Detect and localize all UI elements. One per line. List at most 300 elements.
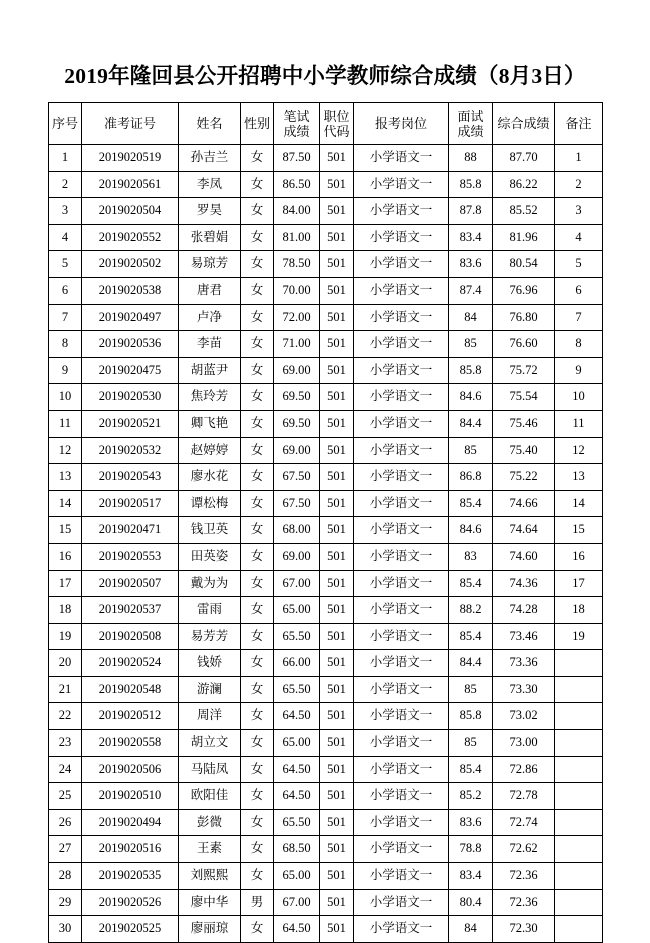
table-row — [49, 543, 603, 570]
table-row — [49, 171, 603, 198]
cell-interview-score: 85.4 — [449, 623, 493, 650]
cell-ticket-no: 2019020507 — [82, 570, 179, 597]
column-header-ticket-no: 准考证号 — [82, 103, 179, 145]
cell-total-score: 72.62 — [493, 836, 555, 863]
cell-name: 易芳芳 — [179, 623, 241, 650]
cell-name: 田英姿 — [179, 543, 241, 570]
cell-position-code: 501 — [320, 384, 354, 411]
cell-name: 易琼芳 — [179, 251, 241, 278]
table-row — [49, 331, 603, 358]
cell-remark: 19 — [555, 623, 603, 650]
cell-interview-score: 85 — [449, 730, 493, 757]
cell-interview-score: 85.2 — [449, 783, 493, 810]
cell-gender: 女 — [241, 331, 274, 358]
table-row — [49, 384, 603, 411]
cell-ticket-no: 2019020548 — [82, 676, 179, 703]
table-row — [49, 889, 603, 916]
cell-post: 小学语文一 — [354, 570, 449, 597]
cell-post: 小学语文一 — [354, 756, 449, 783]
cell-written-score: 67.50 — [274, 464, 320, 491]
cell-index: 10 — [49, 384, 82, 411]
cell-index: 11 — [49, 410, 82, 437]
cell-ticket-no: 2019020516 — [82, 836, 179, 863]
cell-remark — [555, 703, 603, 730]
cell-total-score: 72.36 — [493, 863, 555, 890]
cell-name: 钱娇 — [179, 650, 241, 677]
table-row — [49, 490, 603, 517]
cell-total-score: 74.28 — [493, 597, 555, 624]
cell-post: 小学语文一 — [354, 597, 449, 624]
column-header-remark: 备注 — [555, 103, 603, 145]
cell-total-score: 74.36 — [493, 570, 555, 597]
cell-total-score: 87.70 — [493, 145, 555, 172]
cell-total-score: 75.22 — [493, 464, 555, 491]
cell-total-score: 72.74 — [493, 809, 555, 836]
cell-name: 钱卫英 — [179, 517, 241, 544]
cell-index: 23 — [49, 730, 82, 757]
cell-total-score: 76.80 — [493, 304, 555, 331]
cell-remark — [555, 650, 603, 677]
cell-remark — [555, 916, 603, 943]
cell-interview-score: 85.4 — [449, 756, 493, 783]
cell-written-score: 65.50 — [274, 676, 320, 703]
table-row — [49, 570, 603, 597]
cell-name: 刘熙熙 — [179, 863, 241, 890]
cell-remark — [555, 730, 603, 757]
table-row — [49, 145, 603, 172]
cell-gender: 女 — [241, 171, 274, 198]
cell-remark: 6 — [555, 277, 603, 304]
cell-ticket-no: 2019020517 — [82, 490, 179, 517]
cell-position-code: 501 — [320, 331, 354, 358]
cell-name: 欧阳佳 — [179, 783, 241, 810]
cell-index: 17 — [49, 570, 82, 597]
cell-written-score: 67.00 — [274, 570, 320, 597]
cell-name: 张碧娟 — [179, 224, 241, 251]
cell-name: 游澜 — [179, 676, 241, 703]
column-header-post: 报考岗位 — [354, 103, 449, 145]
cell-written-score: 87.50 — [274, 145, 320, 172]
cell-post: 小学语文一 — [354, 277, 449, 304]
cell-written-score: 69.50 — [274, 384, 320, 411]
cell-index: 2 — [49, 171, 82, 198]
cell-name: 李凤 — [179, 171, 241, 198]
cell-interview-score: 83.6 — [449, 809, 493, 836]
table-row — [49, 836, 603, 863]
cell-interview-score: 85.4 — [449, 490, 493, 517]
table-row — [49, 251, 603, 278]
cell-gender: 女 — [241, 224, 274, 251]
cell-written-score: 86.50 — [274, 171, 320, 198]
cell-ticket-no: 2019020538 — [82, 277, 179, 304]
cell-gender: 女 — [241, 304, 274, 331]
cell-interview-score: 85.8 — [449, 357, 493, 384]
cell-total-score: 85.52 — [493, 198, 555, 225]
cell-name: 罗昊 — [179, 198, 241, 225]
cell-gender: 女 — [241, 836, 274, 863]
cell-ticket-no: 2019020512 — [82, 703, 179, 730]
cell-index: 27 — [49, 836, 82, 863]
column-header-position-code-line1: 职位 — [323, 108, 350, 124]
cell-name: 赵婷婷 — [179, 437, 241, 464]
column-header-written-score-line1: 笔试 — [283, 108, 310, 124]
cell-ticket-no: 2019020532 — [82, 437, 179, 464]
cell-name: 戴为为 — [179, 570, 241, 597]
table-row — [49, 756, 603, 783]
cell-index: 13 — [49, 464, 82, 491]
cell-name: 彭微 — [179, 809, 241, 836]
cell-ticket-no: 2019020536 — [82, 331, 179, 358]
cell-gender: 女 — [241, 517, 274, 544]
table-row — [49, 437, 603, 464]
cell-total-score: 72.78 — [493, 783, 555, 810]
table-row — [49, 410, 603, 437]
cell-ticket-no: 2019020494 — [82, 809, 179, 836]
cell-remark: 1 — [555, 145, 603, 172]
cell-ticket-no: 2019020519 — [82, 145, 179, 172]
cell-ticket-no: 2019020561 — [82, 171, 179, 198]
cell-interview-score: 85 — [449, 437, 493, 464]
cell-position-code: 501 — [320, 730, 354, 757]
cell-index: 14 — [49, 490, 82, 517]
cell-interview-score: 84.6 — [449, 384, 493, 411]
cell-post: 小学语文一 — [354, 171, 449, 198]
cell-index: 30 — [49, 916, 82, 943]
cell-remark: 16 — [555, 543, 603, 570]
table-row — [49, 357, 603, 384]
cell-written-score: 64.50 — [274, 756, 320, 783]
cell-written-score: 69.00 — [274, 543, 320, 570]
cell-gender: 女 — [241, 863, 274, 890]
cell-name: 廖中华 — [179, 889, 241, 916]
cell-total-score: 74.66 — [493, 490, 555, 517]
cell-index: 3 — [49, 198, 82, 225]
cell-post: 小学语文一 — [354, 836, 449, 863]
cell-index: 22 — [49, 703, 82, 730]
cell-interview-score: 83.6 — [449, 251, 493, 278]
cell-remark: 2 — [555, 171, 603, 198]
cell-position-code: 501 — [320, 304, 354, 331]
cell-ticket-no: 2019020497 — [82, 304, 179, 331]
cell-post: 小学语文一 — [354, 224, 449, 251]
cell-total-score: 76.60 — [493, 331, 555, 358]
table-row — [49, 676, 603, 703]
cell-remark: 18 — [555, 597, 603, 624]
table-row — [49, 198, 603, 225]
cell-name: 唐君 — [179, 277, 241, 304]
cell-remark — [555, 809, 603, 836]
cell-written-score: 72.00 — [274, 304, 320, 331]
column-header-written-score — [274, 103, 320, 145]
cell-ticket-no: 2019020530 — [82, 384, 179, 411]
cell-position-code: 501 — [320, 198, 354, 225]
cell-remark: 10 — [555, 384, 603, 411]
cell-ticket-no: 2019020510 — [82, 783, 179, 810]
cell-post: 小学语文一 — [354, 517, 449, 544]
cell-ticket-no: 2019020524 — [82, 650, 179, 677]
cell-position-code: 501 — [320, 836, 354, 863]
cell-ticket-no: 2019020535 — [82, 863, 179, 890]
cell-total-score: 73.00 — [493, 730, 555, 757]
cell-name: 马陆凤 — [179, 756, 241, 783]
cell-gender: 男 — [241, 889, 274, 916]
cell-total-score: 81.96 — [493, 224, 555, 251]
cell-post: 小学语文一 — [354, 384, 449, 411]
cell-interview-score: 78.8 — [449, 836, 493, 863]
cell-ticket-no: 2019020558 — [82, 730, 179, 757]
cell-remark: 3 — [555, 198, 603, 225]
cell-total-score: 74.60 — [493, 543, 555, 570]
cell-index: 29 — [49, 889, 82, 916]
cell-name: 王素 — [179, 836, 241, 863]
column-header-written-score-line2: 成绩 — [283, 123, 310, 139]
cell-gender: 女 — [241, 650, 274, 677]
cell-remark — [555, 756, 603, 783]
cell-gender: 女 — [241, 809, 274, 836]
cell-position-code: 501 — [320, 437, 354, 464]
cell-interview-score: 84.6 — [449, 517, 493, 544]
cell-position-code: 501 — [320, 224, 354, 251]
cell-written-score: 64.50 — [274, 783, 320, 810]
cell-written-score: 81.00 — [274, 224, 320, 251]
cell-position-code: 501 — [320, 597, 354, 624]
cell-ticket-no: 2019020543 — [82, 464, 179, 491]
cell-gender: 女 — [241, 437, 274, 464]
cell-position-code: 501 — [320, 145, 354, 172]
cell-written-score: 64.50 — [274, 703, 320, 730]
cell-index: 28 — [49, 863, 82, 890]
cell-written-score: 64.50 — [274, 916, 320, 943]
column-header-gender: 性别 — [241, 103, 274, 145]
cell-written-score: 67.50 — [274, 490, 320, 517]
cell-position-code: 501 — [320, 410, 354, 437]
cell-total-score: 76.96 — [493, 277, 555, 304]
cell-post: 小学语文一 — [354, 357, 449, 384]
cell-index: 1 — [49, 145, 82, 172]
cell-name: 胡蓝尹 — [179, 357, 241, 384]
cell-index: 7 — [49, 304, 82, 331]
table-header — [49, 103, 603, 145]
cell-interview-score: 84.4 — [449, 410, 493, 437]
cell-position-code: 501 — [320, 916, 354, 943]
cell-total-score: 72.30 — [493, 916, 555, 943]
cell-interview-score: 83 — [449, 543, 493, 570]
cell-total-score: 86.22 — [493, 171, 555, 198]
cell-index: 4 — [49, 224, 82, 251]
cell-name: 谭松梅 — [179, 490, 241, 517]
cell-written-score: 67.00 — [274, 889, 320, 916]
cell-written-score: 70.00 — [274, 277, 320, 304]
cell-post: 小学语文一 — [354, 464, 449, 491]
cell-ticket-no: 2019020502 — [82, 251, 179, 278]
cell-post: 小学语文一 — [354, 676, 449, 703]
cell-post: 小学语文一 — [354, 331, 449, 358]
cell-gender: 女 — [241, 145, 274, 172]
cell-post: 小学语文一 — [354, 730, 449, 757]
column-header-name: 姓名 — [179, 103, 241, 145]
table-row — [49, 623, 603, 650]
cell-name: 胡立文 — [179, 730, 241, 757]
cell-total-score: 75.54 — [493, 384, 555, 411]
cell-position-code: 501 — [320, 756, 354, 783]
cell-name: 李苗 — [179, 331, 241, 358]
page-title: 2019年隆回县公开招聘中小学教师综合成绩（8月3日） — [64, 64, 586, 88]
cell-index: 24 — [49, 756, 82, 783]
table-header-row — [49, 103, 603, 145]
cell-index: 18 — [49, 597, 82, 624]
cell-gender: 女 — [241, 916, 274, 943]
cell-remark: 8 — [555, 331, 603, 358]
cell-gender: 女 — [241, 277, 274, 304]
column-header-position-code-line2: 代码 — [323, 123, 350, 139]
cell-gender: 女 — [241, 251, 274, 278]
table-row — [49, 464, 603, 491]
cell-total-score: 73.02 — [493, 703, 555, 730]
cell-interview-score: 88.2 — [449, 597, 493, 624]
cell-position-code: 501 — [320, 171, 354, 198]
cell-name: 廖水花 — [179, 464, 241, 491]
cell-position-code: 501 — [320, 490, 354, 517]
cell-gender: 女 — [241, 703, 274, 730]
column-header-interview-score — [449, 103, 493, 145]
grades-table — [48, 102, 603, 943]
cell-interview-score: 84 — [449, 916, 493, 943]
cell-index: 19 — [49, 623, 82, 650]
cell-gender: 女 — [241, 410, 274, 437]
cell-remark: 17 — [555, 570, 603, 597]
cell-remark: 15 — [555, 517, 603, 544]
cell-interview-score: 83.4 — [449, 863, 493, 890]
cell-written-score: 66.00 — [274, 650, 320, 677]
cell-gender: 女 — [241, 730, 274, 757]
cell-post: 小学语文一 — [354, 650, 449, 677]
cell-position-code: 501 — [320, 623, 354, 650]
cell-post: 小学语文一 — [354, 783, 449, 810]
cell-ticket-no: 2019020553 — [82, 543, 179, 570]
cell-total-score: 75.46 — [493, 410, 555, 437]
cell-post: 小学语文一 — [354, 623, 449, 650]
cell-total-score: 73.30 — [493, 676, 555, 703]
cell-remark: 7 — [555, 304, 603, 331]
cell-gender: 女 — [241, 623, 274, 650]
cell-index: 15 — [49, 517, 82, 544]
table-row — [49, 277, 603, 304]
cell-index: 8 — [49, 331, 82, 358]
cell-post: 小学语文一 — [354, 251, 449, 278]
table-row — [49, 809, 603, 836]
cell-index: 16 — [49, 543, 82, 570]
cell-interview-score: 85.8 — [449, 703, 493, 730]
cell-name: 卢净 — [179, 304, 241, 331]
cell-written-score: 69.00 — [274, 357, 320, 384]
cell-position-code: 501 — [320, 277, 354, 304]
cell-remark: 11 — [555, 410, 603, 437]
cell-gender: 女 — [241, 756, 274, 783]
cell-gender: 女 — [241, 384, 274, 411]
cell-gender: 女 — [241, 357, 274, 384]
table-row — [49, 783, 603, 810]
column-header-interview-score-line1: 面试 — [457, 108, 484, 124]
cell-ticket-no: 2019020525 — [82, 916, 179, 943]
cell-position-code: 501 — [320, 703, 354, 730]
cell-position-code: 501 — [320, 783, 354, 810]
cell-post: 小学语文一 — [354, 198, 449, 225]
cell-remark: 12 — [555, 437, 603, 464]
cell-post: 小学语文一 — [354, 490, 449, 517]
cell-total-score: 72.36 — [493, 889, 555, 916]
cell-written-score: 65.00 — [274, 730, 320, 757]
cell-index: 21 — [49, 676, 82, 703]
cell-interview-score: 85 — [449, 331, 493, 358]
table-row — [49, 730, 603, 757]
cell-remark: 9 — [555, 357, 603, 384]
table-row — [49, 916, 603, 943]
cell-interview-score: 86.8 — [449, 464, 493, 491]
cell-name: 焦玲芳 — [179, 384, 241, 411]
cell-index: 12 — [49, 437, 82, 464]
table-row — [49, 650, 603, 677]
cell-post: 小学语文一 — [354, 703, 449, 730]
cell-index: 26 — [49, 809, 82, 836]
cell-written-score: 69.50 — [274, 410, 320, 437]
cell-written-score: 65.50 — [274, 809, 320, 836]
cell-position-code: 501 — [320, 863, 354, 890]
cell-written-score: 65.50 — [274, 623, 320, 650]
cell-gender: 女 — [241, 597, 274, 624]
cell-name: 卿飞艳 — [179, 410, 241, 437]
table-row — [49, 224, 603, 251]
cell-written-score: 84.00 — [274, 198, 320, 225]
cell-remark: 13 — [555, 464, 603, 491]
cell-index: 6 — [49, 277, 82, 304]
cell-name: 孙吉兰 — [179, 145, 241, 172]
cell-written-score: 65.00 — [274, 863, 320, 890]
cell-ticket-no: 2019020471 — [82, 517, 179, 544]
cell-remark: 5 — [555, 251, 603, 278]
cell-index: 20 — [49, 650, 82, 677]
table-row — [49, 304, 603, 331]
cell-post: 小学语文一 — [354, 809, 449, 836]
cell-post: 小学语文一 — [354, 543, 449, 570]
cell-position-code: 501 — [320, 889, 354, 916]
cell-total-score: 75.72 — [493, 357, 555, 384]
cell-ticket-no: 2019020504 — [82, 198, 179, 225]
cell-position-code: 501 — [320, 357, 354, 384]
cell-name: 廖丽琼 — [179, 916, 241, 943]
cell-interview-score: 83.4 — [449, 224, 493, 251]
cell-position-code: 501 — [320, 464, 354, 491]
cell-gender: 女 — [241, 783, 274, 810]
cell-total-score: 80.54 — [493, 251, 555, 278]
cell-total-score: 74.64 — [493, 517, 555, 544]
table-body — [49, 145, 603, 943]
cell-position-code: 501 — [320, 809, 354, 836]
cell-interview-score: 84.4 — [449, 650, 493, 677]
cell-gender: 女 — [241, 543, 274, 570]
column-header-index: 序号 — [49, 103, 82, 145]
column-header-total-score: 综合成绩 — [493, 103, 555, 145]
column-header-position-code — [320, 103, 354, 145]
cell-total-score: 75.40 — [493, 437, 555, 464]
cell-written-score: 69.00 — [274, 437, 320, 464]
cell-post: 小学语文一 — [354, 889, 449, 916]
cell-post: 小学语文一 — [354, 437, 449, 464]
cell-written-score: 68.00 — [274, 517, 320, 544]
table-row — [49, 703, 603, 730]
cell-interview-score: 84 — [449, 304, 493, 331]
cell-remark — [555, 863, 603, 890]
cell-total-score: 72.86 — [493, 756, 555, 783]
